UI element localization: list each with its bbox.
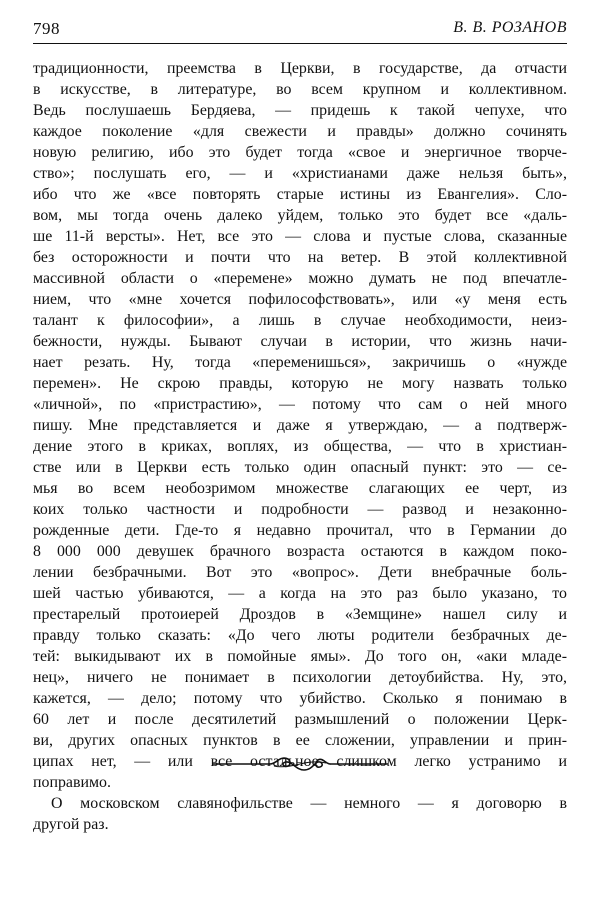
text-line: коих только частности и подробности — развод и незаконно-	[33, 501, 567, 518]
text-line: стве или в Церкви есть только один опасный пункт: это — се-	[33, 459, 567, 476]
text-line: шей частью убиваются, — а когда на это раз было указано, то	[33, 585, 567, 602]
text-line: пишу. Мне представляется и даже я утверждаю, — а подтверж-	[33, 417, 567, 434]
page-header	[33, 17, 567, 44]
text-line: каждое поколение «для свежести и правды» должно сочинять	[33, 123, 567, 140]
running-head: В. В. РОЗАНОВ	[453, 19, 567, 36]
text-line: 60 лет и после десятилетий размышлений о положении Церк-	[33, 711, 567, 728]
text-line: нает резать. Ну, тогда «переменишься», закричишь о «нужде	[33, 354, 567, 371]
text-line: 8 000 000 девушек брачного возраста остаются в каждом поко-	[33, 543, 567, 560]
text-line: поправимо.	[33, 774, 111, 791]
body-text	[33, 58, 567, 835]
page-number: 798	[33, 19, 60, 38]
text-line: рожденные дети. Где-то я недавно прочитал, что в Германии до	[33, 522, 567, 539]
text-line: ципах нет, — или все остальное слишком легко устранимо и	[33, 753, 567, 770]
text-line: новую религию, ибо это будет тогда «свое и энергичное творче-	[33, 144, 567, 161]
text-line: ство»; послушать его, — и «христианами даже нельзя быть»,	[33, 165, 567, 182]
text-line: традиционности, преемства в Церкви, в государстве, да отчасти	[33, 60, 567, 77]
end-ornament	[212, 754, 388, 774]
text-line: О московском славянофильстве — немного — я договорю в	[51, 795, 567, 812]
text-line: дение этого в криках, воплях, из общества, — что в христиан-	[33, 438, 567, 455]
text-line: массивной области о «перемене» можно думать не под впечатле-	[33, 270, 567, 287]
text-line: ви, других опасных пунктов в ее сложении, управлении и прин-	[33, 732, 567, 749]
text-line: нием, что «мне хочется пофилософствовать», или «у меня есть	[33, 291, 567, 308]
text-line: вом, мы тогда очень далеко уйдем, только это будет все «даль-	[33, 207, 567, 224]
text-line: ибо что же «все повторять старые истины из Евангелия». Сло-	[33, 186, 567, 203]
text-line: правду только сказать: «До чего люты родители безбрачных де-	[33, 627, 567, 644]
text-line: лении безбрачными. Вот это «вопрос». Дети внебрачные боль-	[33, 564, 567, 581]
text-line: тей: выкидывают их в помойные ямы». До того он, «аки младе-	[33, 648, 567, 665]
text-line: другой раз.	[33, 816, 109, 833]
text-line: «личной», по «пристрастию», — потому что сам о ней много	[33, 396, 567, 413]
text-line: мья во всем необозримом множестве слагающих ее черт, из	[33, 480, 567, 497]
text-line: кажется, — дело; потому что убийство. Сколько я понимаю в	[33, 690, 567, 707]
text-line: в искусстве, в литературе, во всем крупном и коллективном.	[33, 81, 567, 98]
text-line: бежности, нужды. Бывают случаи в истории, что жизнь начи-	[33, 333, 567, 350]
text-line: перемен». Не скрою правды, которую не могу назвать только	[33, 375, 567, 392]
text-line: без осторожности и почти что на ветер. В этой коллективной	[33, 249, 567, 266]
text-line: нец», ничего не понимает в психологии детоубийства. Ну, это,	[33, 669, 567, 686]
text-line: Ведь послушаешь Бердяева, — придешь к такой чепухе, что	[33, 102, 567, 119]
text-line: престарелый протоиерей Дроздов в «Земщине» нашел силу и	[33, 606, 567, 623]
text-line: ше 11-й версты». Нет, все это — слова и пустые слова, сказанные	[33, 228, 567, 245]
text-line: талант к философии», а лишь в случае необходимости, неиз-	[33, 312, 567, 329]
